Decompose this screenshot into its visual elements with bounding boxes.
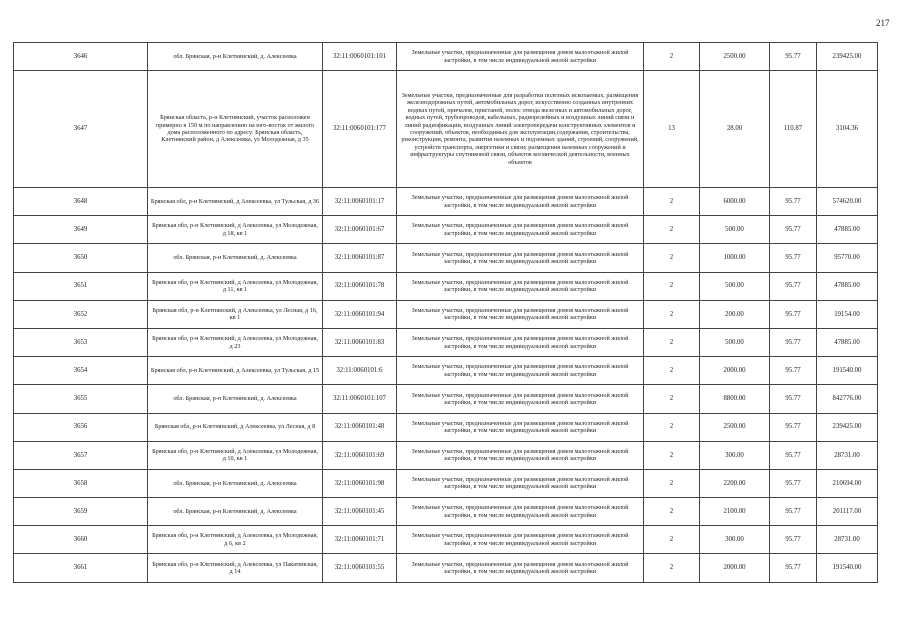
table-row [14,469,878,497]
cadastral-value-table [13,42,878,583]
group-cell: 2 [644,328,700,356]
row-number-cell: 3652 [14,300,148,328]
cadastral-number-cell: 32:11:0060101:83 [323,328,397,356]
group-cell: 2 [644,272,700,300]
area-cell: 1000.00 [700,244,770,272]
row-number-cell: 3646 [14,43,148,71]
address-cell: обл. Брянская, р-н Клетнянский, д. Алексеевка [148,385,323,413]
specific-value-cell: 95.77 [770,328,817,356]
area-cell: 200.00 [700,300,770,328]
cadastral-number-cell: 32:11:0060101:45 [323,498,397,526]
cadastral-value-cell: 19154.00 [817,300,878,328]
specific-value-cell: 95.77 [770,216,817,244]
cadastral-value-cell: 47885.00 [817,328,878,356]
table-row [14,188,878,216]
land-use-cell: Земельные участки, предназначенные для размещения домов малоэтажной жилой застройки, в том числе индивидуальной жилой застройки [397,413,644,441]
row-number-cell: 3651 [14,272,148,300]
group-cell: 2 [644,216,700,244]
cadastral-number-cell: 32:11:0060101:6 [323,357,397,385]
cadastral-value-cell: 28731.00 [817,526,878,554]
row-number-cell: 3659 [14,498,148,526]
table-row [14,554,878,582]
group-cell: 2 [644,357,700,385]
page-number: 217 [876,18,890,28]
row-number-cell: 3655 [14,385,148,413]
row-number-cell: 3656 [14,413,148,441]
group-cell: 2 [644,244,700,272]
group-cell: 2 [644,498,700,526]
address-cell: обл. Брянская, р-н Клетнянский, д. Алексеевка [148,244,323,272]
cadastral-value-cell: 239425.00 [817,43,878,71]
row-number-cell: 3654 [14,357,148,385]
area-cell: 28.00 [700,71,770,188]
cadastral-number-cell: 32:11:0060101:48 [323,413,397,441]
table-row [14,441,878,469]
land-use-cell: Земельные участки, предназначенные для размещения домов малоэтажной жилой застройки, в том числе индивидуальной жилой застройки [397,43,644,71]
area-cell: 8800.00 [700,385,770,413]
specific-value-cell: 95.77 [770,188,817,216]
address-cell: Брянская обл, р-н Клетнянский, д Алексеевка, ул Тульская, д 15 [148,357,323,385]
address-cell: Брянская обл, р-н Клетнянский, д Алексеевка, ул Тульская, д 36 [148,188,323,216]
cadastral-value-cell: 191540.00 [817,554,878,582]
specific-value-cell: 95.77 [770,498,817,526]
specific-value-cell: 95.77 [770,385,817,413]
cadastral-value-cell: 201117.00 [817,498,878,526]
specific-value-cell: 95.77 [770,43,817,71]
cadastral-number-cell: 32:11:0060101:69 [323,441,397,469]
address-cell: обл. Брянская, р-н Клетнянский, д. Алексеевка [148,498,323,526]
cadastral-number-cell: 32:11:0060101:71 [323,526,397,554]
cadastral-number-cell: 32:11:0060101:87 [323,244,397,272]
cadastral-number-cell: 32:11:0060101:55 [323,554,397,582]
row-number-cell: 3653 [14,328,148,356]
specific-value-cell: 95.77 [770,272,817,300]
area-cell: 2100.00 [700,498,770,526]
group-cell: 13 [644,71,700,188]
address-cell: Брянская обл, р-н Клетнянский, д Алексеевка, ул Молодежная, д 6, кв 2 [148,526,323,554]
group-cell: 2 [644,554,700,582]
area-cell: 2000.00 [700,357,770,385]
land-use-cell: Земельные участки, предназначенные для размещения домов малоэтажной жилой застройки, в том числе индивидуальной жилой застройки [397,385,644,413]
land-use-cell: Земельные участки, предназначенные для размещения домов малоэтажной жилой застройки, в том числе индивидуальной жилой застройки [397,441,644,469]
row-number-cell: 3661 [14,554,148,582]
land-use-cell: Земельные участки, предназначенные для размещения домов малоэтажной жилой застройки, в том числе индивидуальной жилой застройки [397,188,644,216]
area-cell: 500.00 [700,328,770,356]
land-use-cell: Земельные участки, предназначенные для размещения домов малоэтажной жилой застройки, в том числе индивидуальной жилой застройки [397,526,644,554]
cadastral-number-cell: 32:11:0060101:78 [323,272,397,300]
row-number-cell: 3658 [14,469,148,497]
table-row [14,216,878,244]
table-row [14,413,878,441]
table-row [14,328,878,356]
land-use-cell: Земельные участки, предназначенные для разработки полезных ископаемых, размещения железнодорожных путей, автомобильных дорог, искусственно созданных внутренних водных путей, причалов, пристаней, полос отвода железных и автомобильных дорог, водных путей, трубопроводов, кабельных, радиорелейных и воздушных линий связи и линий радиофикации, воздушных линий электропередачи конструктивных элементов и сооружений, объектов, необходимых для эксплуатации,содержания, строительства, реконструкции, ремонта, развития наземных и подземных зданий, строений, сооружений, устройств транспорта, энергетики и связи; размещения наземных сооружений и инфраструктуры спутниковой связи, объектов космической деятельности, военных объектов [397,71,644,188]
land-use-cell: Земельные участки, предназначенные для размещения домов малоэтажной жилой застройки, в том числе индивидуальной жилой застройки [397,357,644,385]
cadastral-value-cell: 210694.00 [817,469,878,497]
cadastral-value-cell: 3104.36 [817,71,878,188]
address-cell: Брянская обл, р-н Клетнянский, д Алексеевка, ул Молодежная, д 10, кв 1 [148,441,323,469]
specific-value-cell: 110.87 [770,71,817,188]
cadastral-number-cell: 32:11:0060101:107 [323,385,397,413]
cadastral-value-cell: 47885.00 [817,272,878,300]
row-number-cell: 3647 [14,71,148,188]
group-cell: 2 [644,188,700,216]
cadastral-value-cell: 47885.00 [817,216,878,244]
group-cell: 2 [644,469,700,497]
area-cell: 2200.00 [700,469,770,497]
group-cell: 2 [644,413,700,441]
land-use-cell: Земельные участки, предназначенные для размещения домов малоэтажной жилой застройки, в том числе индивидуальной жилой застройки [397,300,644,328]
specific-value-cell: 95.77 [770,357,817,385]
group-cell: 2 [644,43,700,71]
table-row [14,300,878,328]
land-use-cell: Земельные участки, предназначенные для размещения домов малоэтажной жилой застройки, в том числе индивидуальной жилой застройки [397,328,644,356]
address-cell: Брянская обл, р-н Клетнянский, д Алексеевка, ул Лесная, д 16, кв 1 [148,300,323,328]
table-row [14,272,878,300]
address-cell: обл. Брянская, р-н Клетнянский, д. Алексеевка [148,43,323,71]
row-number-cell: 3657 [14,441,148,469]
cadastral-number-cell: 32:11:0060101:98 [323,469,397,497]
specific-value-cell: 95.77 [770,526,817,554]
address-cell: Брянская обл, р-н Клетнянский, д Алексеевка, ул Пакатинская, д 14 [148,554,323,582]
area-cell: 2500.00 [700,413,770,441]
specific-value-cell: 95.77 [770,244,817,272]
cadastral-number-cell: 32:11:0060101:67 [323,216,397,244]
table-row [14,43,878,71]
area-cell: 300.00 [700,526,770,554]
address-cell: Брянская обл, р-н Клетнянский, д Алексеевка, ул Лесная, д 8 [148,413,323,441]
table-row [14,385,878,413]
land-use-cell: Земельные участки, предназначенные для размещения домов малоэтажной жилой застройки, в том числе индивидуальной жилой застройки [397,244,644,272]
land-use-cell: Земельные участки, предназначенные для размещения домов малоэтажной жилой застройки, в том числе индивидуальной жилой застройки [397,498,644,526]
specific-value-cell: 95.77 [770,469,817,497]
row-number-cell: 3650 [14,244,148,272]
table-row [14,71,878,188]
address-cell: Брянская обл, р-н Клетнянский, д Алексеевка, ул Молодежная, д 11, кв 1 [148,272,323,300]
row-number-cell: 3660 [14,526,148,554]
row-number-cell: 3648 [14,188,148,216]
cadastral-value-cell: 95770.00 [817,244,878,272]
cadastral-value-cell: 239425.00 [817,413,878,441]
table-row [14,526,878,554]
address-cell: Брянская область, р-н Клетнянский, участок расположен примерно в 150 м по направлению на юго-восток от жилого дома расположенного по адресу: Брянская область, Клетнянский район, д Алексеевка, ул Молодежная, д 35 [148,71,323,188]
cadastral-value-cell: 574620.00 [817,188,878,216]
specific-value-cell: 95.77 [770,300,817,328]
group-cell: 2 [644,526,700,554]
table-row [14,244,878,272]
address-cell: обл. Брянская, р-н Клетнянский, д. Алексеевка [148,469,323,497]
land-use-cell: Земельные участки, предназначенные для размещения домов малоэтажной жилой застройки, в том числе индивидуальной жилой застройки [397,216,644,244]
table-row [14,357,878,385]
cadastral-value-cell: 28731.00 [817,441,878,469]
area-cell: 2500.00 [700,43,770,71]
cadastral-number-cell: 32:11:0060101:17 [323,188,397,216]
land-use-cell: Земельные участки, предназначенные для размещения домов малоэтажной жилой застройки, в том числе индивидуальной жилой застройки [397,469,644,497]
specific-value-cell: 95.77 [770,554,817,582]
cadastral-number-cell: 32:11:0060101:94 [323,300,397,328]
cadastral-value-cell: 842776.00 [817,385,878,413]
area-cell: 500.00 [700,216,770,244]
area-cell: 500.00 [700,272,770,300]
cadastral-value-cell: 191540.00 [817,357,878,385]
row-number-cell: 3649 [14,216,148,244]
group-cell: 2 [644,300,700,328]
address-cell: Брянская обл, р-н Клетнянский, д Алексеевка, ул Молодежная, д 23 [148,328,323,356]
specific-value-cell: 95.77 [770,441,817,469]
area-cell: 2000.00 [700,554,770,582]
cadastral-number-cell: 32:11:0060101:177 [323,71,397,188]
cadastral-number-cell: 32:11:0060101:101 [323,43,397,71]
table-row [14,498,878,526]
specific-value-cell: 95.77 [770,413,817,441]
land-use-cell: Земельные участки, предназначенные для размещения домов малоэтажной жилой застройки, в том числе индивидуальной жилой застройки [397,554,644,582]
area-cell: 6000.00 [700,188,770,216]
area-cell: 300.00 [700,441,770,469]
group-cell: 2 [644,385,700,413]
land-use-cell: Земельные участки, предназначенные для размещения домов малоэтажной жилой застройки, в том числе индивидуальной жилой застройки [397,272,644,300]
address-cell: Брянская обл, р-н Клетнянский, д Алексеевка, ул Молодежная, д 18, кв 1 [148,216,323,244]
group-cell: 2 [644,441,700,469]
